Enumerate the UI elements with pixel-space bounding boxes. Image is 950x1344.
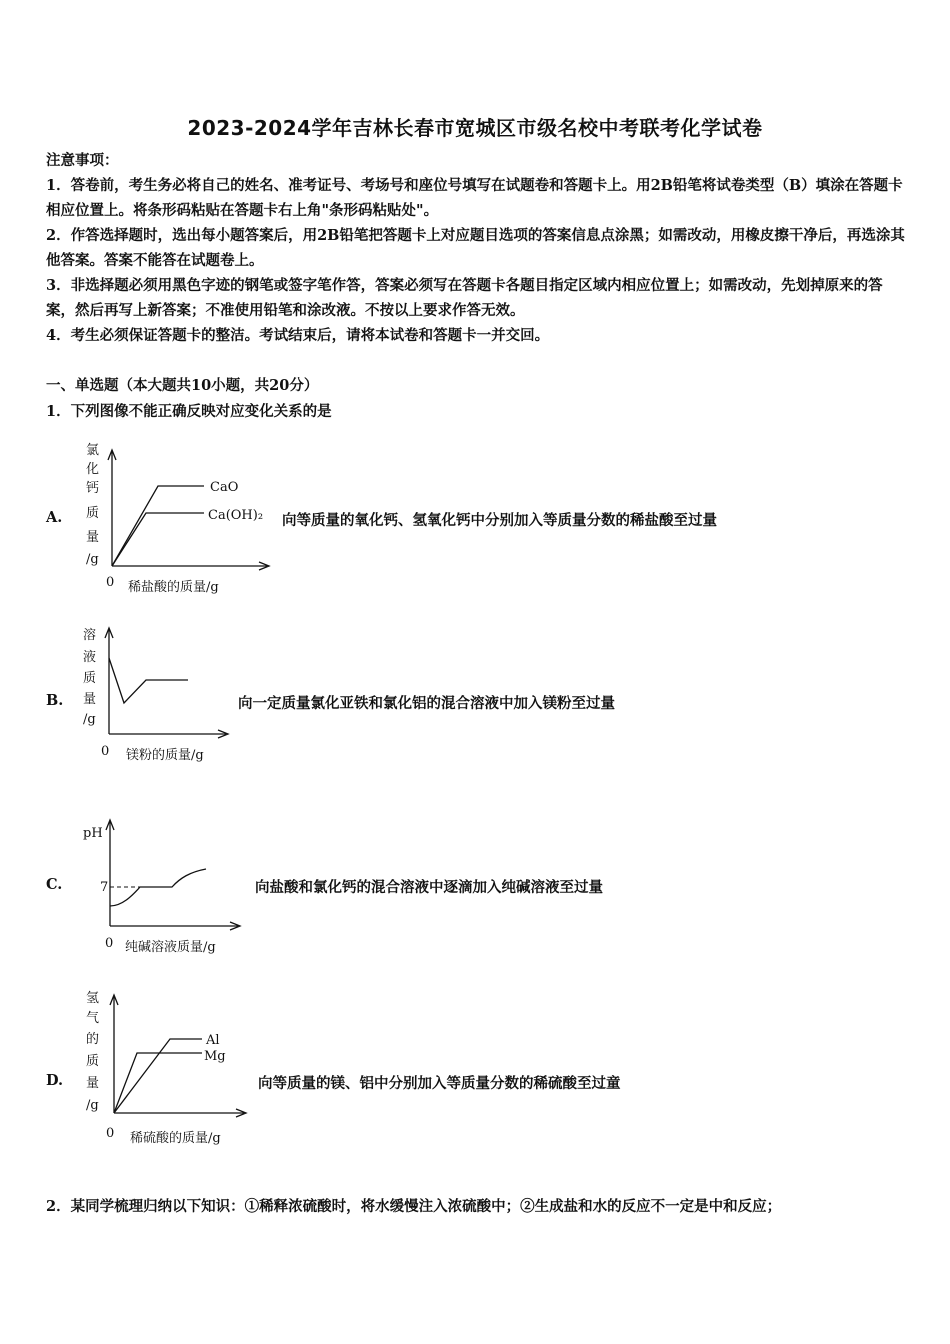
ylabel-char: 量 [86,1076,100,1091]
ylabel-char: 气 [86,1011,100,1026]
option-b-ylabel [83,627,96,727]
series-label-caoh2: Ca(OH)₂ [208,508,264,523]
x-axis-label: 纯碱溶液质量/g [125,940,216,955]
notice-item: 2．作答选择题时，选出每小题答案后，用2B铅笔把答题卡上对应题目选项的答案信息点涂黑；如需改动，用橡皮擦干净后，再选涂其他答案。答案不能答在试题卷上。 [46,227,905,269]
option-a-ylabel [86,443,99,567]
notice-item: 4．考生必须保证答题卡的整洁。考试结束后，请将本试卷和答题卡一并交回。 [46,327,550,344]
ylabel-char: /g [86,552,99,567]
question-1-stem: 1．下列图像不能正确反映对应变化关系的是 [46,403,332,420]
option-d-letter: D. [46,1072,64,1089]
option-a-description: 向等质量的氧化钙、氢氧化钙中分别加入等质量分数的稀盐酸至过量 [282,512,717,529]
option-c-graph [80,812,250,962]
option-b-letter: B. [46,692,64,709]
ylabel-char: 质 [86,1054,100,1069]
x-axis-label: 稀硫酸的质量/g [130,1131,221,1146]
series-label-cao: CaO [210,480,239,495]
option-c-letter: C. [46,876,63,893]
ylabel-char: /g [86,1098,99,1113]
ylabel-char: 溶 [83,628,97,643]
option-c-description: 向盐酸和氯化钙的混合溶液中逐滴加入纯碱溶液至过量 [255,879,603,896]
ylabel-char: 钙 [86,481,100,496]
curve-mg [114,1053,202,1113]
option-b-description: 向一定质量氯化亚铁和氯化铝的混合溶液中加入镁粉至过量 [238,695,615,712]
curve-al [114,1039,202,1113]
ylabel-char: /g [83,712,96,727]
section-heading: 一、单选题（本大题共10小题，共20分） [46,377,319,394]
ylabel-char: 液 [83,650,97,665]
tick-label-7: 7 [100,880,109,895]
ylabel-char: 化 [86,462,100,477]
origin-label: 0 [106,1126,115,1141]
x-axis-label: 稀盐酸的质量/g [128,580,219,595]
notice-item: 3．非选择题必须用黑色字迹的钢笔或签字笔作答，答案必须写在答题卡各题目指定区域内相应位置上；如需改动，先划掉原来的答案，然后再写上新答案；不准使用铅笔和涂改液。不按以上要求作答无效。 [46,277,883,319]
option-d-description: 向等质量的镁、铝中分别加入等质量分数的稀硫酸至过童 [258,1075,621,1092]
origin-label: 0 [101,744,110,759]
x-axis-label: 镁粉的质量/g [126,748,204,763]
question-2-stem: 2．某同学梳理归纳以下知识：①稀释浓硫酸时，将水缓慢注入浓硫酸中；②生成盐和水的反应不一定是中和反应； [46,1198,782,1215]
notice-item: 1．答卷前，考生务必将自己的姓名、准考证号、考场号和座位号填写在试题卷和答题卡上。用2B铅笔将试卷类型（B）填涂在答题卡相应位置上。将条形码粘贴在答题卡右上角"条形码粘贴处"。 [46,177,903,219]
ylabel-char: 量 [86,530,100,545]
ylabel-char: 质 [83,671,97,686]
ylabel-char: 氯 [86,443,100,458]
series-label-mg: Mg [204,1049,226,1064]
origin-label: 0 [106,575,115,590]
notice-heading: 注意事项： [46,152,119,169]
ylabel-char: 量 [83,692,97,707]
curve-solution-mass [109,658,188,703]
notice-block [46,148,908,348]
curve-cao [112,486,204,566]
series-label-al: Al [206,1033,220,1048]
origin-label: 0 [105,936,114,951]
y-axis-label: pH [83,826,103,841]
ylabel-char: 的 [86,1032,100,1047]
option-d-graph [80,987,260,1152]
curve-caoh2 [112,513,204,566]
ylabel-char: 质 [86,506,100,521]
option-b-graph [80,622,240,772]
option-a-graph [80,438,280,598]
page-title: 2023-2024学年吉林长春市宽城区市级名校中考联考化学试卷 [187,116,763,140]
option-a-letter: A. [46,509,63,526]
ylabel-char: 氢 [86,991,100,1006]
option-d-ylabel [86,991,99,1113]
